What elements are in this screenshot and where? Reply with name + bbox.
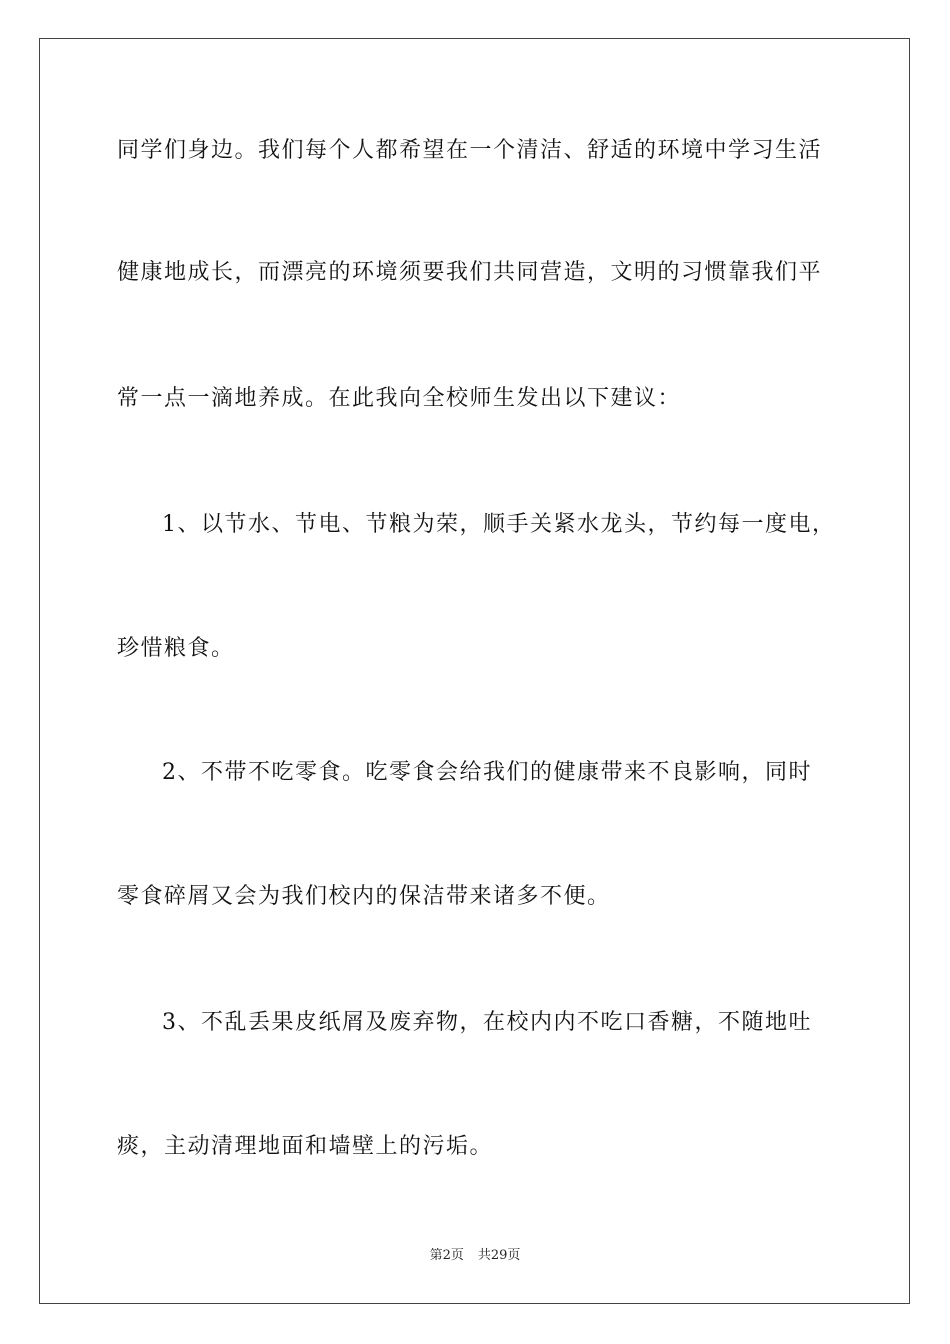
paragraph-line: 3、不乱丢果皮纸屑及废弃物，在校内内不吃口香糖，不随地吐 [162, 1010, 812, 1035]
page-footer [0, 1246, 950, 1266]
paragraph-line: 常一点一滴地养成。在此我向全校师生发出以下建议： [117, 386, 682, 411]
paragraph-line: 1、以节水、节电、节粮为荣，顺手关紧水龙头，节约每一度电， [162, 512, 836, 537]
paragraph-line: 痰，主动清理地面和墙壁上的污垢。 [117, 1134, 494, 1159]
page-number-total: 共29页 [477, 1248, 521, 1263]
paragraph-line: 同学们身边。我们每个人都希望在一个清洁、舒适的环境中学习生活 [117, 138, 823, 163]
paragraph-line: 零食碎屑又会为我们校内的保洁带来诸多不便。 [117, 884, 611, 909]
paragraph-line: 2、不带不吃零食。吃零食会给我们的健康带来不良影响，同时 [162, 760, 812, 785]
page-frame [39, 38, 910, 1304]
page-number-current: 第2页 [429, 1248, 464, 1263]
paragraph-line: 珍惜粮食。 [117, 636, 235, 661]
paragraph-line: 健康地成长，而漂亮的环境须要我们共同营造，文明的习惯靠我们平 [117, 260, 823, 285]
